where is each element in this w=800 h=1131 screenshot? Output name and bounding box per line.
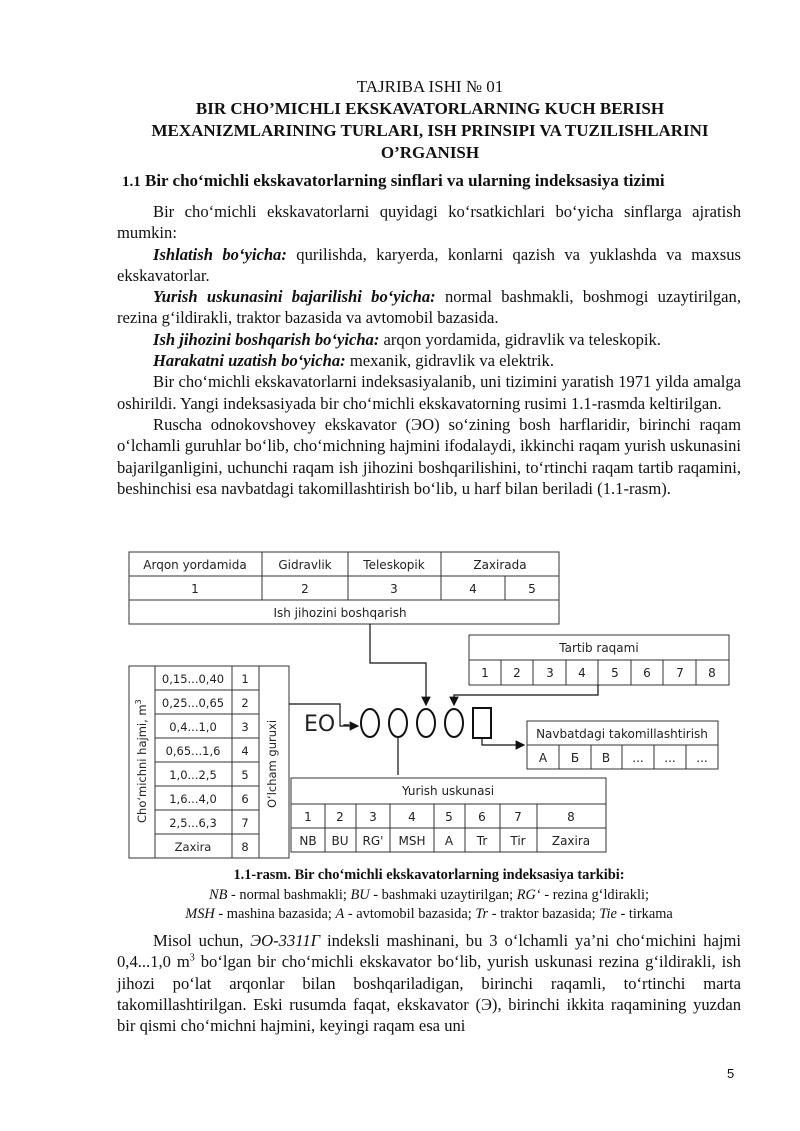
example-lead: Misol uchun, bbox=[153, 931, 251, 950]
travel-number: 6 bbox=[478, 810, 486, 824]
control-number: 1 bbox=[191, 582, 199, 596]
legend-text: - tirkama bbox=[616, 906, 673, 922]
legend-code: Tie bbox=[599, 906, 617, 922]
travel-number: 2 bbox=[336, 810, 344, 824]
order-number: 8 bbox=[708, 666, 716, 680]
volume-axis-label: Cho‘michni hajmi, $m^3$ bbox=[134, 699, 149, 823]
figure-caption bbox=[117, 866, 741, 925]
volume-range: 1,6...4,0 bbox=[169, 792, 217, 806]
caption-title: 1.1-rasm. Bir cho‘michli ekskavatorlarning indeksasiya tarkibi: bbox=[233, 867, 625, 883]
intro-paragraph: Bir cho‘michli ekskavatorlarni quyidagi ko‘rsatkichlari bo‘yicha sinflarga ajratish mumkin: bbox=[117, 202, 741, 243]
travel-number: 8 bbox=[567, 810, 575, 824]
class-usage bbox=[117, 244, 741, 287]
upgrade-letter: ... bbox=[696, 751, 708, 765]
order-number: 7 bbox=[676, 666, 684, 680]
order-number: 5 bbox=[611, 666, 619, 680]
travel-number: 7 bbox=[514, 810, 522, 824]
order-number: 1 bbox=[481, 666, 489, 680]
example-part: bo‘lgan bir cho‘michli ekskavator bo‘lib, yurish uskunasi rezina g‘ildirakli, ish jihozi po‘lat arqonlar bilan boshqariladigan, birinchi raqamli, to‘rtinchi marta takomillashtirilgan. Eski rusumda faqat, ekskavator (Э), birinchi ikkita raqamining yuzdan bir qismi cho‘michni hajmini, keyingi raqam esa uni bbox=[117, 952, 741, 1036]
legend-code: Tr bbox=[475, 906, 489, 922]
main-title: BIR CHO’MICHLI EKSKAVATORLARNING KUCH BERISH MEXANIZMLARINING TURLARI, ISH PRINSIPI VA TUZILISHLARINI O’RGANISH bbox=[151, 99, 709, 162]
size-group: 4 bbox=[241, 744, 249, 758]
control-header-rope: Arqon yordamida bbox=[143, 558, 247, 572]
control-header-reserve: Zaxirada bbox=[473, 558, 527, 572]
control-number: 5 bbox=[528, 582, 536, 596]
digit-3-circle bbox=[417, 709, 435, 737]
travel-code: Zaxira bbox=[551, 834, 591, 848]
legend-code: RG‘ bbox=[516, 886, 541, 903]
index-diagram-svg bbox=[0, 548, 800, 868]
class-usage-label: Ishlatish bo‘yicha: bbox=[153, 244, 287, 264]
legend-code: MSH bbox=[185, 906, 215, 922]
legend-code: NB bbox=[209, 886, 228, 903]
class-control bbox=[117, 329, 741, 350]
class-drive-label: Harakatni uzatish bo‘yicha: bbox=[153, 351, 346, 371]
digit-4-circle bbox=[445, 709, 463, 737]
size-group: 8 bbox=[241, 840, 249, 854]
travel-code: Tir bbox=[510, 834, 526, 848]
travel-number: 5 bbox=[445, 810, 453, 824]
legend-text: - mashina bazasida; bbox=[214, 906, 336, 922]
control-number: 2 bbox=[301, 582, 309, 596]
upgrade-letter: В bbox=[601, 751, 611, 765]
control-header-hydraulic: Gidravlik bbox=[278, 558, 332, 572]
legend-code: A bbox=[335, 906, 345, 922]
order-title: Tartib raqami bbox=[559, 641, 639, 655]
russian-paragraph: Ruscha odnokovshovey ekskavator (ЭО) so‘zining bosh harflaridir, birinchi raqam o‘lchamli guruhlar bo‘lib, cho‘michning hajmini ifodalaydi, ikkinchi raqam yurish uskunasini bajarilganligini, uchunchi raqam ish jihozini boshqarilishini, to‘rtinchi raqam tartib raqamini, beshinchisi esa navbatdagi takomillashtirish bo‘lib, u harf bilan beriladi (1.1-rasm). bbox=[117, 414, 741, 498]
travel-code: RG' bbox=[362, 834, 384, 848]
volume-range: 0,15...0,40 bbox=[161, 672, 225, 686]
order-number: 3 bbox=[546, 666, 554, 680]
size-group: 3 bbox=[241, 720, 249, 734]
size-group: 1 bbox=[241, 672, 249, 686]
section-heading bbox=[122, 170, 742, 193]
class-drive bbox=[117, 350, 741, 371]
section-title: Bir cho‘michli ekskavatorlarning sinflari va ularning indeksasiya tizimi bbox=[145, 171, 665, 190]
example-code: ЭО-3311Г bbox=[250, 931, 321, 950]
upgrade-letter: А bbox=[538, 751, 548, 765]
example-paragraph bbox=[117, 930, 741, 1036]
lab-title: TAJRIBA ISHI № 01 bbox=[356, 77, 504, 96]
class-travel-text: normal bashmakli, boshmogi uzaytirilgan, rezina g‘ildirakli, traktor bazasida va avtomobil bazasida. bbox=[117, 287, 741, 328]
control-footer: Ish jihozini boshqarish bbox=[273, 606, 407, 620]
legend-text: - bashmaki uzaytirilgan; bbox=[369, 886, 517, 903]
volume-range: 2,5...6,3 bbox=[169, 816, 217, 830]
section-number: 1.1 bbox=[122, 174, 141, 190]
upgrade-title: Navbatdagi takomillashtirish bbox=[536, 727, 708, 741]
example-text bbox=[117, 930, 741, 1036]
legend-text: - traktor bazasida; bbox=[488, 906, 600, 922]
upgrade-letter: Б bbox=[570, 751, 580, 765]
volume-range: 0,65...1,6 bbox=[165, 744, 221, 758]
travel-code: Tr bbox=[476, 834, 488, 848]
volume-range: 1,0...2,5 bbox=[169, 768, 217, 782]
digit-2-circle bbox=[389, 709, 407, 737]
size-group: 7 bbox=[241, 816, 249, 830]
size-group-label: O‘lcham guruxi bbox=[265, 719, 279, 808]
legend-text: - avtomobil bazasida; bbox=[344, 906, 476, 922]
code-prefix: EO - bbox=[304, 712, 351, 737]
title-block bbox=[110, 76, 750, 164]
volume-range: 0,4...1,0 bbox=[169, 720, 217, 734]
index-paragraph: Bir cho‘michli ekskavatorlarni indeksasiyalanib, uni tizimini yaratish 1971 yilda amalga oshirildi. Yangi indeksasiyada bir cho‘michli ekskavatorning rusimi 1.1-rasmda keltirilgan. bbox=[117, 372, 741, 413]
example-superscript: 3 bbox=[189, 952, 195, 964]
class-control-label: Ish jihozini boshqarish bo‘yicha: bbox=[153, 329, 380, 349]
class-control-text: arqon yordamida, gidravlik va teleskopik. bbox=[379, 329, 661, 349]
travel-code: A bbox=[444, 834, 454, 848]
upgrade-letter: ... bbox=[632, 751, 644, 765]
digit-1-circle bbox=[361, 709, 379, 737]
size-group: 6 bbox=[241, 792, 249, 806]
order-number: 2 bbox=[513, 666, 521, 680]
control-number: 3 bbox=[390, 582, 398, 596]
page-number: 5 bbox=[727, 1066, 735, 1081]
example-part: indeksli mashinani, bu 3 o‘lchamli ya’ni cho‘michini hajmi 0,4...1,0 m bbox=[117, 931, 741, 972]
order-number: 4 bbox=[578, 666, 586, 680]
travel-code: NB bbox=[299, 834, 317, 848]
body-text bbox=[117, 201, 741, 499]
travel-number: 4 bbox=[408, 810, 416, 824]
volume-range: 0,25...0,65 bbox=[161, 696, 225, 710]
caption-legend-line-2 bbox=[117, 905, 741, 925]
travel-code: MSH bbox=[398, 834, 426, 848]
class-usage-text: qurilishda, karyerda, konlarni qazish va yuklashda va maxsus ekskavatorlar. bbox=[117, 244, 741, 285]
travel-number: 1 bbox=[304, 810, 312, 824]
legend-code: BU bbox=[350, 886, 370, 903]
class-travel-label: Yurish uskunasini bajarilishi bo‘yicha: bbox=[153, 287, 436, 307]
legend-text: - normal bashmakli; bbox=[227, 886, 351, 903]
travel-code: BU bbox=[331, 834, 349, 848]
control-header-telescopic: Teleskopik bbox=[363, 558, 425, 572]
class-travel bbox=[117, 286, 741, 329]
size-group: 5 bbox=[241, 768, 249, 782]
control-number: 4 bbox=[469, 582, 477, 596]
class-drive-text: mexanik, gidravlik va elektrik. bbox=[345, 351, 554, 371]
letter-box bbox=[473, 708, 491, 738]
travel-number: 3 bbox=[369, 810, 377, 824]
caption-legend-line-1 bbox=[117, 886, 741, 906]
travel-title: Yurish uskunasi bbox=[401, 784, 495, 798]
size-group: 2 bbox=[241, 696, 249, 710]
legend-text: - rezina g‘ldirakli; bbox=[540, 886, 649, 903]
volume-range: Zaxira bbox=[174, 840, 212, 854]
index-diagram bbox=[0, 548, 800, 868]
order-number: 6 bbox=[643, 666, 651, 680]
upgrade-letter: ... bbox=[664, 751, 676, 765]
